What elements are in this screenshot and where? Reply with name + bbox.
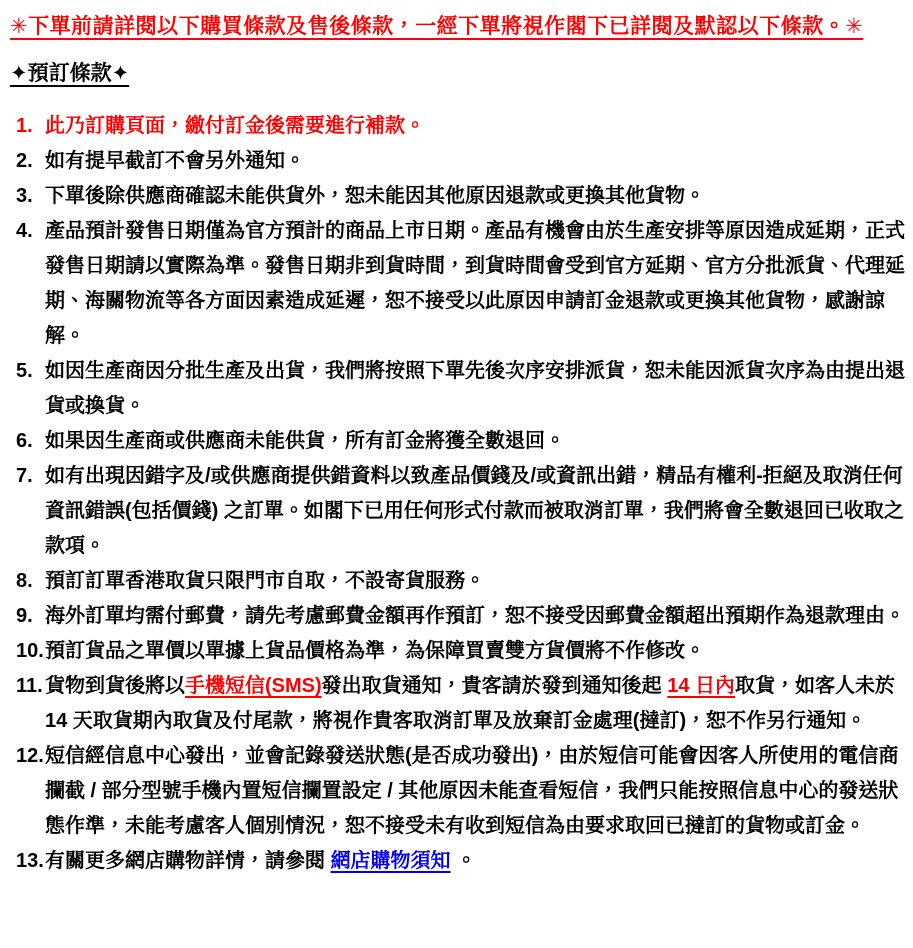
term-text-segment: 取貨，如客人未於 14 天取貨期內取貨及付尾款，將視作貴客取消訂單及放棄訂金處理(撻訂)，恕不作另行通知。 xyxy=(45,675,896,732)
term-item xyxy=(8,179,907,214)
term-text-segment: 預訂訂單香港取貨只限門市自取，不設寄貨服務。 xyxy=(45,570,485,592)
term-text-segment: 海外訂單均需付郵費，請先考慮郵費金額再作預訂，恕不接受因郵費金額超出預期作為退款理由。 xyxy=(45,605,905,627)
term-text-segment: 如果因生產商或供應商未能供貨，所有訂金將獲全數退回。 xyxy=(45,430,565,452)
term-item xyxy=(8,739,907,844)
term-text-segment: 貨物到貨後將以 xyxy=(45,675,185,697)
term-item xyxy=(8,214,907,354)
term-text-segment: 手機短信(SMS) xyxy=(185,675,322,697)
term-text-segment: 產品預計發售日期僅為官方預計的商品上市日期。產品有機會由於生產安排等原因造成延期，正式發售日期請以實際為準。發售日期非到貨時間，到貨時間會受到官方延期、官方分批派貨、代理延期、海關物流等各方面因素造成延遲，恕不接受以此原因申請訂金退款或更換其他貨物，感謝諒解。 xyxy=(45,220,905,347)
term-item xyxy=(8,599,907,634)
term-text-segment: 預訂貨品之單價以單據上貨品價格為準，為保障買賣雙方貨價將不作修改。 xyxy=(45,640,705,662)
term-text-segment: 。 xyxy=(450,850,477,872)
term-text-segment: 如有出現因錯字及/或供應商提供錯資料以致產品價錢及/或資訊出錯，精品有權利-拒絕及取消任何資訊錯誤(包括價錢) 之訂單。如閣下已用任何形式付款而被取消訂單，我們將會全數退回已收取之款項。 xyxy=(45,465,904,557)
term-text-segment: 短信經信息中心發出，並會記錄發送狀態(是否成功發出)，由於短信可能會因客人所使用的電信商攔截 / 部分型號手機內置短信攔置設定 / 其他原因未能查看短信，我們只能按照信息中心的發送狀態作準，未能考慮客人個別情況，恕不接受未有收到短信為由要求取回已撻訂的貨物或訂金。 xyxy=(45,745,899,837)
term-text-segment: 此乃訂購頁面，繳付訂金後需要進行補款。 xyxy=(45,115,425,137)
term-item xyxy=(8,424,907,459)
term-item xyxy=(8,459,907,564)
terms-list xyxy=(8,109,907,879)
term-item xyxy=(8,844,907,879)
shop-guide-link[interactable]: 網店購物須知 xyxy=(330,850,451,872)
preorder-terms-section-title: ✦預訂條款✦ xyxy=(10,62,130,85)
term-text-segment: 如有提早截訂不會另外通知。 xyxy=(45,150,305,172)
term-text-segment: 14 日內 xyxy=(667,675,736,697)
term-text-segment: 有關更多網店購物詳情，請參閱 xyxy=(45,850,331,872)
purchase-notice-heading: ✳下單前請詳閱以下購買條款及售後條款，一經下單將視作閣下已詳閱及默認以下條款。✳ xyxy=(10,15,864,38)
term-item xyxy=(8,109,907,144)
term-item xyxy=(8,144,907,179)
term-text-segment: 如因生產商因分批生產及出貨，我們將按照下單先後次序安排派貨，恕未能因派貨次序為由提出退貨或換貨。 xyxy=(45,360,905,417)
term-item xyxy=(8,354,907,424)
term-item xyxy=(8,564,907,599)
term-item xyxy=(8,634,907,669)
term-text-segment: 下單後除供應商確認未能供貨外，恕未能因其他原因退款或更換其他貨物。 xyxy=(45,185,705,207)
term-text-segment: 發出取貨通知，貴客請於發到通知後起 xyxy=(321,675,668,697)
term-item xyxy=(8,669,907,739)
